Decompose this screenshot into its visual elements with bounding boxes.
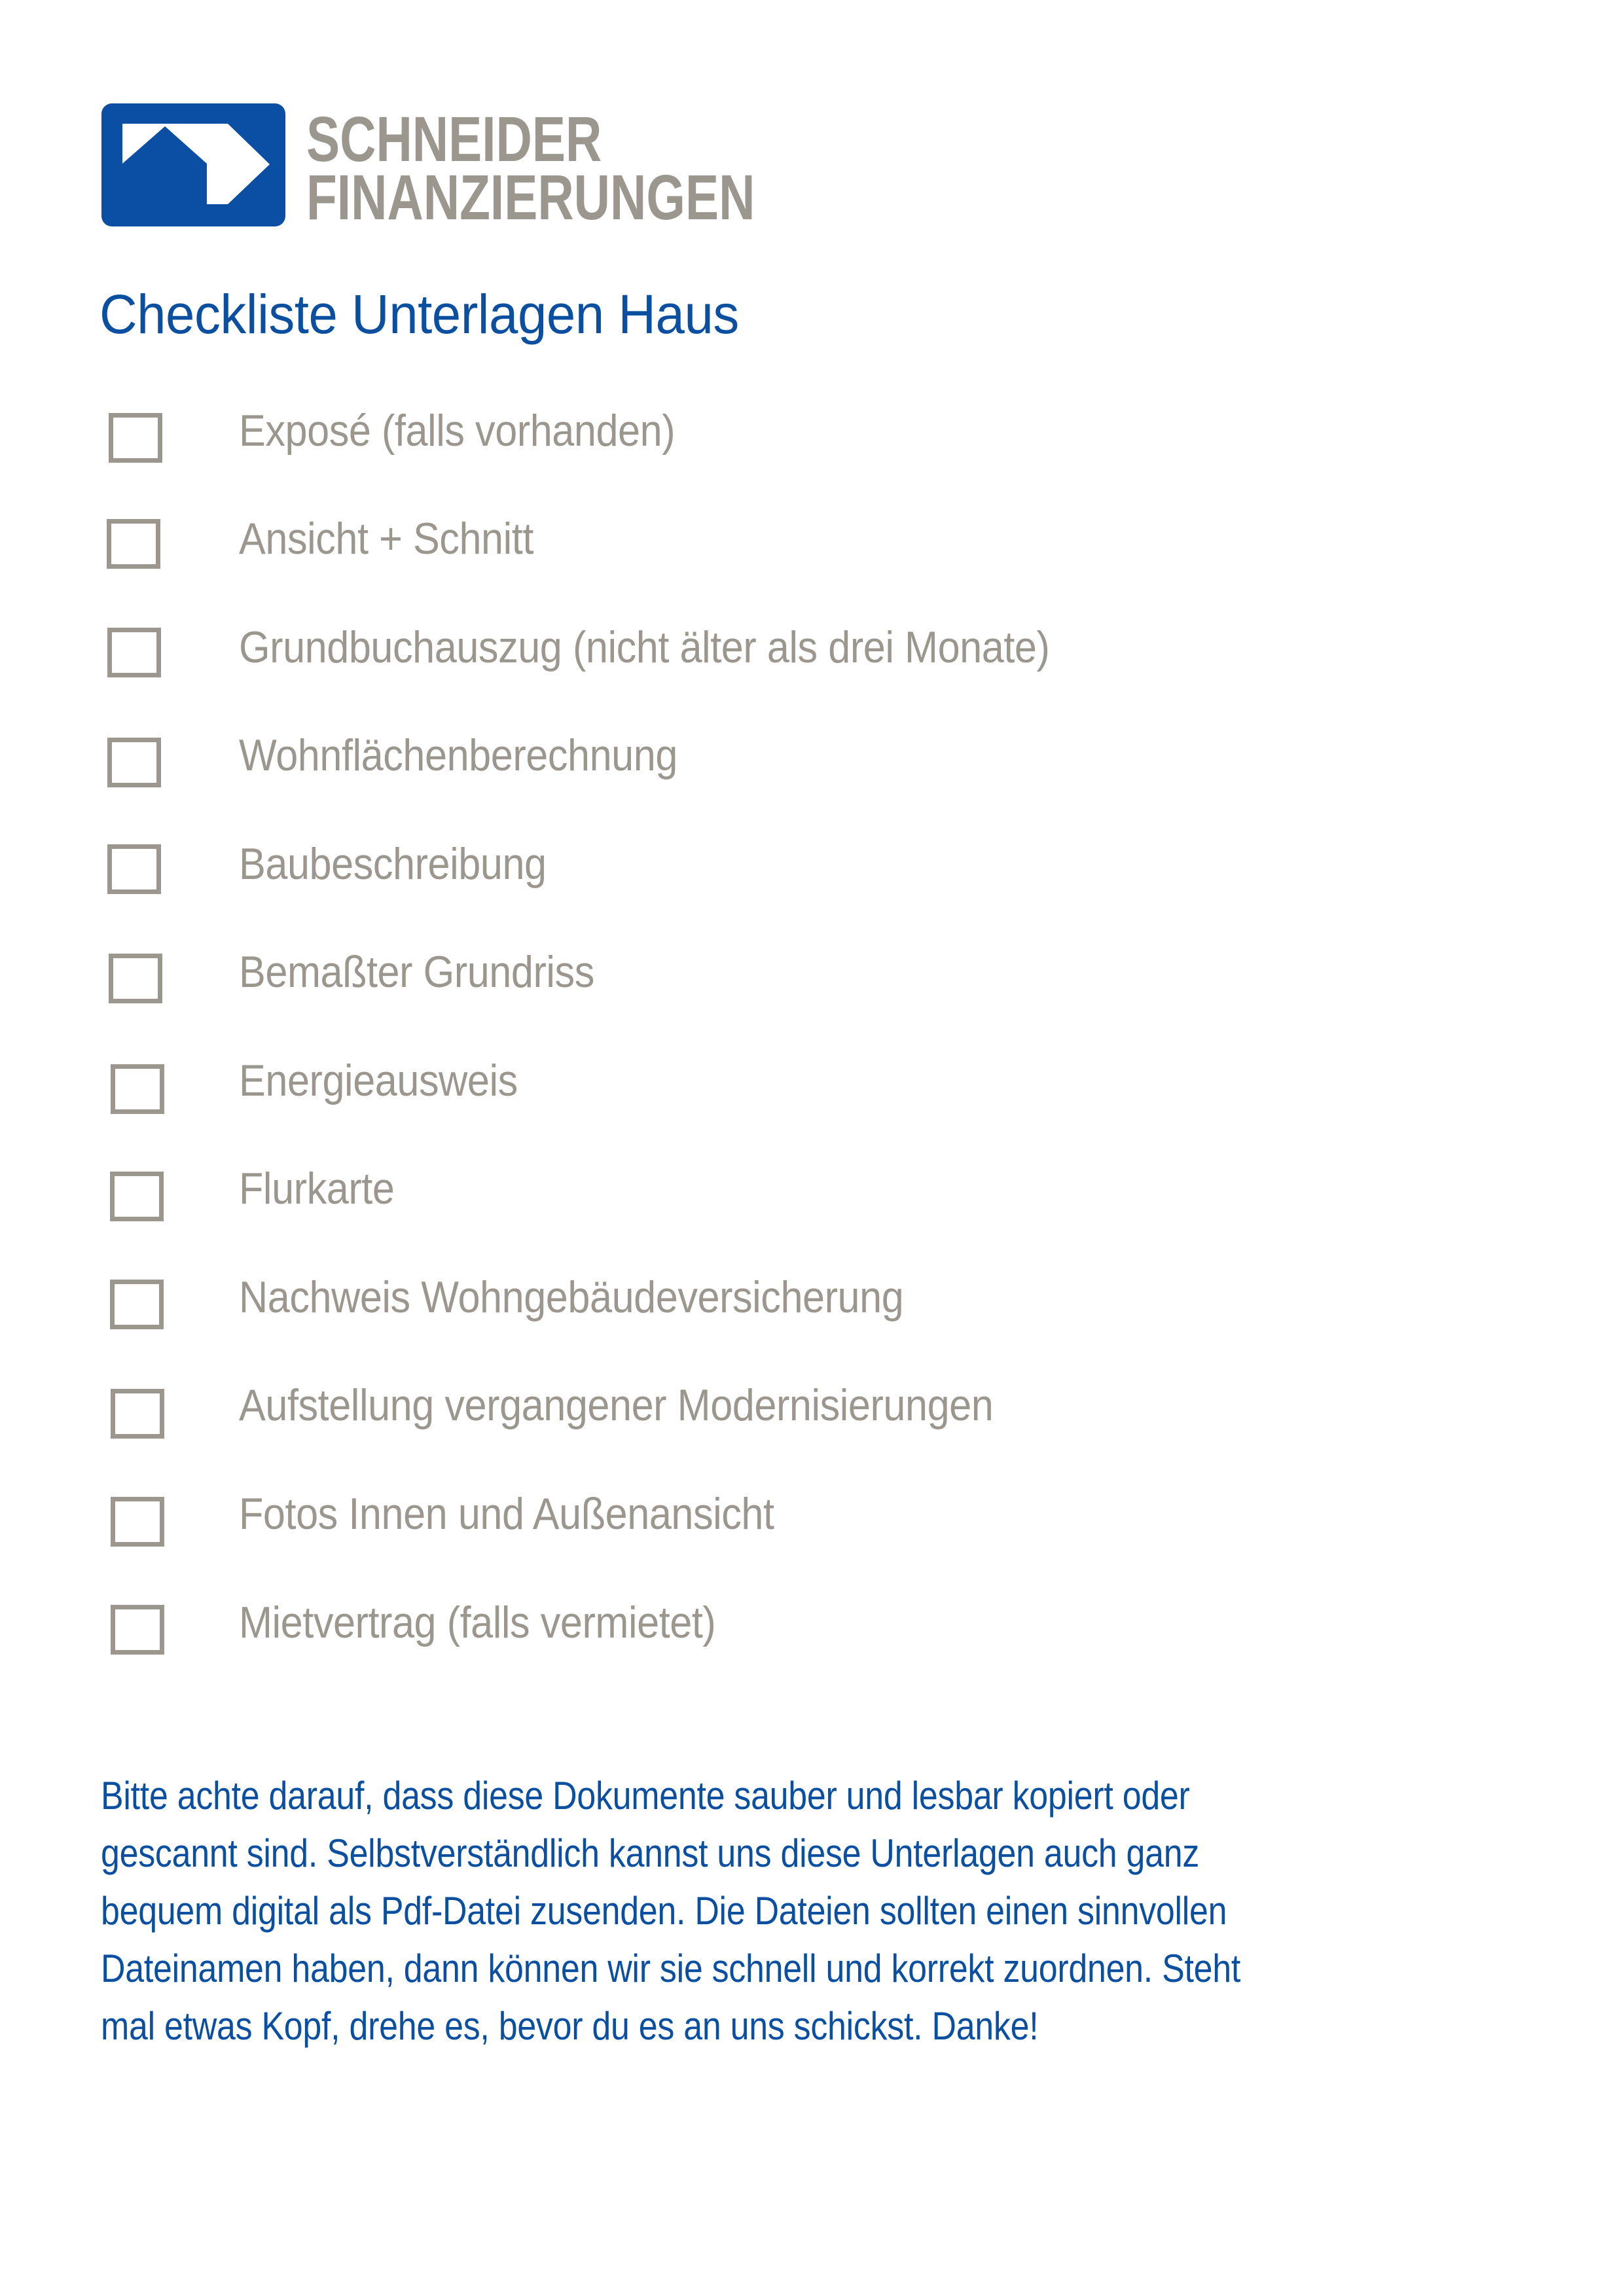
- checklist-item: [0, 1164, 1624, 1247]
- company-name-line1: SCHNEIDER: [306, 103, 602, 175]
- checkbox[interactable]: [109, 413, 162, 463]
- checklist-item-label: Ansicht + Schnitt: [239, 514, 533, 564]
- checklist-item: [0, 730, 1624, 814]
- checkbox[interactable]: [111, 1605, 164, 1655]
- page-title: Checkliste Unterlagen Haus: [99, 283, 739, 345]
- checklist-item-label: Bemaßter Grundriss: [239, 947, 594, 997]
- checkbox[interactable]: [111, 1064, 164, 1114]
- instructions-paragraph: [101, 1767, 1418, 2055]
- checklist-item: [0, 514, 1624, 598]
- checklist-item: [0, 1489, 1624, 1573]
- checkbox[interactable]: [109, 954, 162, 1003]
- checkbox[interactable]: [107, 519, 160, 569]
- paragraph-line: mal etwas Kopf, drehe es, bevor du es an uns schickst. Danke!: [101, 2004, 1039, 2048]
- checklist-item-label: Flurkarte: [239, 1164, 395, 1213]
- checklist-item: [0, 1598, 1624, 1681]
- company-name-line2: FINANZIERUNGEN: [306, 162, 755, 233]
- checklist-item-label: Grundbuchauszug (nicht älter als drei Monate): [239, 622, 1050, 672]
- checklist-item: [0, 406, 1624, 490]
- checklist-item-label: Nachweis Wohngebäudeversicherung: [239, 1272, 904, 1322]
- checklist-item: [0, 1272, 1624, 1356]
- paragraph-line: Dateinamen haben, dann können wir sie schnell und korrekt zuordnen. Steht: [101, 1946, 1241, 1990]
- checklist-item: [0, 947, 1624, 1031]
- checklist-item-label: Energieausweis: [239, 1056, 518, 1105]
- checklist-item-label: Fotos Innen und Außenansicht: [239, 1489, 774, 1539]
- checkbox[interactable]: [110, 1172, 164, 1221]
- checkbox[interactable]: [107, 844, 161, 894]
- checklist-item-label: Wohnflächenberechnung: [239, 730, 677, 780]
- paragraph-line: gescannt sind. Selbstverständlich kannst uns diese Unterlagen auch ganz: [101, 1831, 1200, 1875]
- checklist-item: [0, 839, 1624, 923]
- checklist-item-label: Exposé (falls vorhanden): [239, 406, 676, 456]
- paragraph-line: bequem digital als Pdf-Datei zusenden. Die Dateien sollten einen sinnvollen: [101, 1889, 1227, 1933]
- checkbox[interactable]: [107, 628, 161, 677]
- checkbox[interactable]: [111, 1497, 164, 1547]
- checklist-item-label: Aufstellung vergangener Modernisierungen: [239, 1380, 994, 1430]
- checkbox[interactable]: [110, 1280, 164, 1329]
- paragraph-line: Bitte achte darauf, dass diese Dokumente sauber und lesbar kopiert oder: [101, 1774, 1190, 1818]
- checklist-item: [0, 1056, 1624, 1139]
- company-name: [306, 103, 755, 233]
- house-arrow-icon: [101, 103, 285, 226]
- checkbox[interactable]: [111, 1389, 164, 1439]
- checklist-item-label: Baubeschreibung: [239, 839, 547, 889]
- checkbox[interactable]: [107, 738, 161, 787]
- checklist-item: [0, 1380, 1624, 1464]
- checklist-item-label: Mietvertrag (falls vermietet): [239, 1598, 716, 1647]
- checklist-item: [0, 622, 1624, 706]
- company-logo-mark: [101, 103, 285, 226]
